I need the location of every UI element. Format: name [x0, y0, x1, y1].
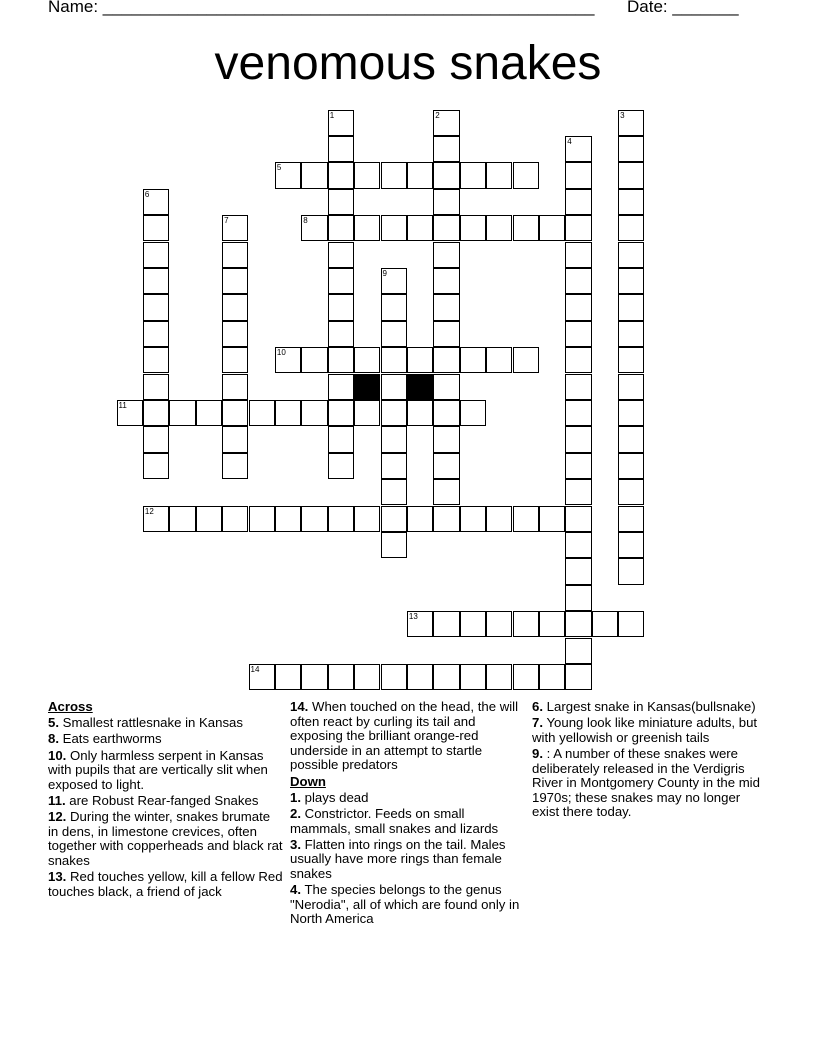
grid-cell[interactable]	[354, 400, 380, 426]
grid-cell[interactable]	[565, 532, 591, 558]
across-heading: Across	[48, 699, 93, 714]
clue-across-5	[48, 716, 284, 731]
grid-cell[interactable]	[381, 162, 407, 188]
clue-text: Flatten into rings on the tail. Males usually have more rings than female snakes	[290, 836, 506, 881]
grid-cell[interactable]	[301, 215, 327, 241]
grid-cell[interactable]	[301, 400, 327, 426]
clue-number: 1.	[290, 789, 301, 805]
grid-cell[interactable]	[222, 294, 248, 320]
clue-down-7	[532, 716, 768, 745]
grid-cell[interactable]	[618, 400, 644, 426]
grid-cell[interactable]	[196, 506, 222, 532]
grid-cell[interactable]	[618, 453, 644, 479]
grid-cell[interactable]	[381, 347, 407, 373]
clue-down-2	[290, 807, 526, 836]
grid-cell[interactable]	[354, 506, 380, 532]
grid-cell[interactable]	[433, 136, 459, 162]
grid-cell[interactable]	[565, 400, 591, 426]
grid-cell[interactable]	[433, 321, 459, 347]
grid-cell[interactable]	[565, 664, 591, 690]
clue-number-label: 1	[329, 110, 335, 120]
clue-down-1	[290, 791, 526, 806]
clue-across-10	[48, 749, 284, 793]
grid-cell[interactable]	[565, 189, 591, 215]
grid-cell[interactable]	[486, 506, 512, 532]
clue-number-label: 14	[250, 664, 260, 674]
grid-cell[interactable]	[486, 162, 512, 188]
grid-cell[interactable]	[222, 453, 248, 479]
clue-text: Constrictor. Feeds on small mammals, small snakes and lizards	[290, 805, 499, 836]
clue-number: 9.	[532, 745, 543, 761]
clue-across-14	[290, 700, 526, 773]
grid-cell[interactable]	[433, 215, 459, 241]
clues-column-2	[290, 700, 526, 928]
grid-cell[interactable]	[539, 215, 565, 241]
clue-number: 12.	[48, 809, 67, 825]
grid-cell[interactable]	[433, 347, 459, 373]
grid-cell[interactable]	[275, 506, 301, 532]
clue-number: 4.	[290, 882, 301, 898]
grid-cell[interactable]	[565, 506, 591, 532]
grid-cell[interactable]	[565, 294, 591, 320]
grid-cell[interactable]	[565, 321, 591, 347]
grid-cell[interactable]	[381, 506, 407, 532]
clue-text: Largest snake in Kansas(bullsnake)	[546, 699, 756, 714]
grid-cell[interactable]	[407, 162, 433, 188]
clue-number-label: 10	[276, 348, 286, 358]
grid-cell[interactable]	[565, 453, 591, 479]
grid-cell[interactable]	[143, 426, 169, 452]
grid-cell[interactable]	[222, 426, 248, 452]
grid-cell[interactable]	[592, 611, 618, 637]
grid-cell[interactable]	[354, 162, 380, 188]
grid-cell[interactable]	[275, 400, 301, 426]
black-cell	[407, 374, 433, 400]
grid-cell[interactable]	[618, 215, 644, 241]
black-cell	[354, 374, 380, 400]
grid-cell[interactable]	[143, 189, 169, 215]
grid-cell[interactable]	[381, 374, 407, 400]
grid-cell[interactable]	[513, 506, 539, 532]
grid-cell[interactable]	[433, 506, 459, 532]
grid-cell[interactable]	[433, 664, 459, 690]
clue-number: 8.	[48, 731, 59, 747]
clue-text: During the winter, snakes brumate in dens, in limestone crevices, often together with copperheads and black rat snakes	[48, 809, 283, 868]
grid-cell[interactable]	[328, 110, 354, 136]
clue-number-label: 2	[435, 110, 440, 120]
clue-text: When touched on the head, the will often react by curling its tail and exposing the brilliant orange-red underside in an attempt to startle possible predators	[290, 699, 519, 773]
grid-cell[interactable]	[354, 664, 380, 690]
grid-cell[interactable]	[169, 400, 195, 426]
grid-cell[interactable]	[565, 611, 591, 637]
grid-cell[interactable]	[433, 162, 459, 188]
grid-cell[interactable]	[354, 347, 380, 373]
grid-cell[interactable]	[143, 321, 169, 347]
page-title: venomous snakes	[214, 37, 602, 90]
clue-number-label: 13	[408, 612, 418, 622]
grid-cell[interactable]	[618, 162, 644, 188]
clue-across-12	[48, 810, 284, 868]
grid-cell[interactable]	[328, 189, 354, 215]
grid-cell[interactable]	[460, 215, 486, 241]
grid-cell[interactable]	[433, 268, 459, 294]
grid-cell[interactable]	[381, 215, 407, 241]
grid-cell[interactable]	[222, 321, 248, 347]
grid-cell[interactable]	[433, 400, 459, 426]
grid-cell[interactable]	[222, 400, 248, 426]
clue-number-label: 12	[144, 506, 154, 516]
grid-cell[interactable]	[539, 611, 565, 637]
grid-cell[interactable]	[143, 400, 169, 426]
grid-cell[interactable]	[486, 664, 512, 690]
clue-down-3	[290, 838, 526, 882]
grid-cell[interactable]	[618, 374, 644, 400]
grid-cell[interactable]	[117, 400, 143, 426]
grid-cell[interactable]	[618, 110, 644, 136]
name-field-label: Name: ____________________________________________________	[48, 0, 595, 16]
grid-cell[interactable]	[433, 242, 459, 268]
clue-text: Smallest rattlesnake in Kansas	[62, 715, 243, 731]
grid-cell[interactable]	[222, 268, 248, 294]
grid-cell[interactable]	[618, 611, 644, 637]
grid-cell[interactable]	[275, 162, 301, 188]
clue-text: The species belongs to the genus "Nerodia", all of which are found only in North America	[290, 882, 520, 927]
grid-cell[interactable]	[460, 506, 486, 532]
clue-number-label: 4	[567, 136, 572, 146]
grid-cell[interactable]	[143, 294, 169, 320]
grid-cell[interactable]	[618, 506, 644, 532]
grid-cell[interactable]	[381, 321, 407, 347]
clue-number: 5.	[48, 715, 59, 731]
grid-cell[interactable]	[460, 611, 486, 637]
grid-cell[interactable]	[433, 611, 459, 637]
clue-number-label: 8	[303, 216, 308, 226]
grid-cell[interactable]	[460, 347, 486, 373]
clue-number-label: 11	[118, 400, 127, 410]
grid-cell[interactable]	[433, 479, 459, 505]
grid-cell[interactable]	[196, 400, 222, 426]
grid-cell[interactable]	[328, 374, 354, 400]
clue-text: Young look like miniature adults, but with yellowish or greenish tails	[532, 715, 758, 745]
grid-cell[interactable]	[275, 664, 301, 690]
grid-cell[interactable]	[328, 242, 354, 268]
clue-number: 14.	[290, 699, 309, 714]
clue-text: Red touches yellow, kill a fellow Red touches black, a friend of jack	[48, 869, 283, 899]
grid-cell[interactable]	[381, 426, 407, 452]
clue-across-11	[48, 794, 284, 809]
grid-cell[interactable]	[460, 664, 486, 690]
grid-cell[interactable]	[143, 506, 169, 532]
grid-cell[interactable]	[328, 506, 354, 532]
grid-cell[interactable]	[433, 374, 459, 400]
grid-cell[interactable]	[565, 426, 591, 452]
grid-cell[interactable]	[143, 215, 169, 241]
grid-cell[interactable]	[143, 242, 169, 268]
grid-cell[interactable]	[381, 532, 407, 558]
clue-across-13	[48, 870, 284, 899]
grid-cell[interactable]	[433, 453, 459, 479]
grid-cell[interactable]	[301, 347, 327, 373]
clue-number: 11.	[48, 792, 66, 808]
grid-cell[interactable]	[328, 268, 354, 294]
grid-cell[interactable]	[539, 506, 565, 532]
grid-cell[interactable]	[565, 585, 591, 611]
clue-text: plays dead	[304, 789, 369, 805]
grid-cell[interactable]	[486, 611, 512, 637]
grid-cell[interactable]	[381, 400, 407, 426]
grid-cell[interactable]	[143, 347, 169, 373]
grid-cell[interactable]	[618, 242, 644, 268]
grid-cell[interactable]	[381, 453, 407, 479]
grid-cell[interactable]	[143, 453, 169, 479]
grid-cell[interactable]	[565, 558, 591, 584]
grid-cell[interactable]	[328, 453, 354, 479]
grid-cell[interactable]	[565, 162, 591, 188]
grid-cell[interactable]	[407, 611, 433, 637]
clue-number-label: 5	[276, 163, 282, 173]
grid-cell[interactable]	[328, 215, 354, 241]
grid-cell[interactable]	[618, 532, 644, 558]
grid-cell[interactable]	[460, 162, 486, 188]
clue-number: 13.	[48, 869, 67, 885]
clues-column-1	[48, 700, 284, 901]
grid-cell[interactable]	[513, 162, 539, 188]
clue-down-6	[532, 700, 768, 715]
grid-cell[interactable]	[249, 664, 275, 690]
grid-cell[interactable]	[618, 321, 644, 347]
clue-number: 3.	[290, 836, 301, 852]
grid-cell[interactable]	[381, 268, 407, 294]
grid-cell[interactable]	[222, 506, 248, 532]
grid-cell[interactable]	[328, 136, 354, 162]
grid-cell[interactable]	[301, 162, 327, 188]
grid-cell[interactable]	[249, 400, 275, 426]
grid-cell[interactable]	[565, 479, 591, 505]
grid-cell[interactable]	[407, 506, 433, 532]
grid-cell[interactable]	[328, 294, 354, 320]
grid-cell[interactable]	[328, 426, 354, 452]
grid-cell[interactable]	[618, 479, 644, 505]
grid-cell[interactable]	[565, 136, 591, 162]
clue-number: 10.	[48, 747, 67, 763]
clue-number-label: 6	[144, 189, 150, 199]
grid-cell[interactable]	[222, 374, 248, 400]
grid-cell[interactable]	[565, 215, 591, 241]
grid-cell[interactable]	[381, 664, 407, 690]
grid-cell[interactable]	[433, 426, 459, 452]
grid-cell[interactable]	[618, 347, 644, 373]
grid-cell[interactable]	[565, 242, 591, 268]
grid-cell[interactable]	[618, 136, 644, 162]
grid-cell[interactable]	[433, 189, 459, 215]
grid-cell[interactable]	[407, 664, 433, 690]
clue-across-8	[48, 732, 284, 747]
clue-number-label: 7	[224, 216, 229, 226]
clue-down-4	[290, 883, 526, 927]
clue-number-label: 9	[382, 268, 387, 278]
grid-cell[interactable]	[618, 558, 644, 584]
grid-cell[interactable]	[249, 506, 275, 532]
grid-cell[interactable]	[143, 374, 169, 400]
grid-cell[interactable]	[407, 215, 433, 241]
grid-cell[interactable]	[407, 347, 433, 373]
grid-cell[interactable]	[618, 189, 644, 215]
grid-cell[interactable]	[433, 294, 459, 320]
grid-cell[interactable]	[328, 321, 354, 347]
clue-text: are Robust Rear-fanged Snakes	[69, 792, 259, 808]
grid-cell[interactable]	[565, 268, 591, 294]
grid-cell[interactable]	[169, 506, 195, 532]
grid-cell[interactable]	[275, 347, 301, 373]
clue-number: 2.	[290, 805, 301, 821]
grid-cell[interactable]	[222, 242, 248, 268]
grid-cell[interactable]	[328, 400, 354, 426]
clue-text: Eats earthworms	[62, 731, 162, 747]
grid-cell[interactable]	[328, 664, 354, 690]
grid-cell[interactable]	[618, 268, 644, 294]
grid-cell[interactable]	[407, 400, 433, 426]
date-field-label: Date: _______	[627, 0, 739, 16]
down-heading: Down	[290, 773, 326, 789]
grid-cell[interactable]	[618, 426, 644, 452]
clue-number: 6.	[532, 699, 543, 714]
grid-cell[interactable]	[222, 347, 248, 373]
grid-cell[interactable]	[143, 268, 169, 294]
grid-cell[interactable]	[328, 162, 354, 188]
grid-cell[interactable]	[565, 374, 591, 400]
grid-cell[interactable]	[354, 215, 380, 241]
grid-cell[interactable]	[433, 110, 459, 136]
clue-number-label: 3	[620, 110, 625, 120]
grid-cell[interactable]	[328, 347, 354, 373]
grid-cell[interactable]	[513, 347, 539, 373]
grid-cell[interactable]	[301, 664, 327, 690]
grid-cell[interactable]	[486, 215, 512, 241]
grid-cell[interactable]	[513, 611, 539, 637]
grid-cell[interactable]	[565, 638, 591, 664]
grid-cell[interactable]	[565, 347, 591, 373]
grid-cell[interactable]	[222, 215, 248, 241]
grid-cell[interactable]	[539, 664, 565, 690]
grid-cell[interactable]	[460, 400, 486, 426]
clues-column-3	[532, 700, 768, 822]
grid-cell[interactable]	[381, 479, 407, 505]
grid-cell[interactable]	[513, 215, 539, 241]
clue-down-9	[532, 747, 768, 820]
grid-cell[interactable]	[618, 294, 644, 320]
grid-cell[interactable]	[513, 664, 539, 690]
clue-text: Only harmless serpent in Kansas with pupils that are vertically slit when exposed to light.	[48, 747, 268, 792]
grid-cell[interactable]	[301, 506, 327, 532]
clue-text: : A number of these snakes were deliberately released in the Verdigris River in Montgomery County in the mid 1970s; these snakes may no longer exist there today.	[532, 745, 760, 820]
grid-cell[interactable]	[381, 294, 407, 320]
clue-number: 7.	[532, 715, 543, 731]
grid-cell[interactable]	[486, 347, 512, 373]
